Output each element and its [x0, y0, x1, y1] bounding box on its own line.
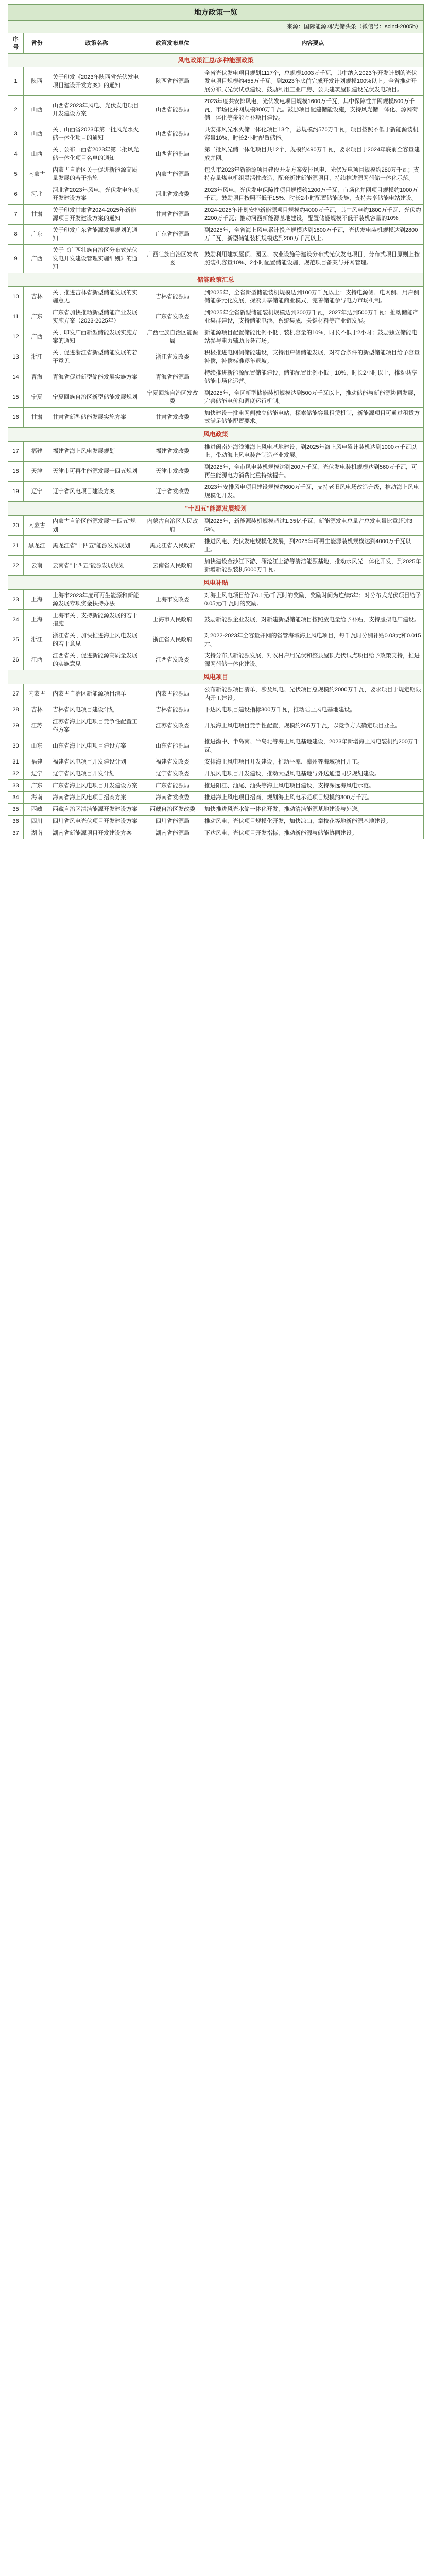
- row-key-points: 推进风电、光伏发电规模化发展，到2025年可再生能源装机规模达到4000万千瓦以上。: [202, 536, 424, 556]
- row-province: 陕西: [24, 67, 50, 96]
- section-header-row: [8, 576, 424, 590]
- row-number: 15: [8, 387, 24, 408]
- row-number: 20: [8, 516, 24, 536]
- section-label: 储能政策汇总: [8, 273, 424, 287]
- row-key-points: 到2025年，全省海上风电累计投产规模达到1800万千瓦，光伏发电装机规模达到2800万千瓦，新型储能装机规模达到200万千瓦以上。: [202, 225, 424, 245]
- row-province: 内蒙古: [24, 516, 50, 536]
- row-province: 甘肃: [24, 408, 50, 428]
- row-key-points: 包头市2023年新能源项目建设开发方案安排风电、光伏发电项目规模约280万千瓦；支持存量煤电机组灵活性改造，配套新建新能源项目，持续推进源网荷储一体化示范。: [202, 164, 424, 184]
- row-department: 山西省能源局: [143, 96, 202, 124]
- row-number: 3: [8, 124, 24, 144]
- section-header-row: [8, 502, 424, 516]
- row-department: 广西壮族自治区能源局: [143, 327, 202, 347]
- row-policy-name: 浙江省关于加快推进海上风电发展的若干意见: [50, 630, 143, 650]
- row-province: 广东: [24, 225, 50, 245]
- row-province: 山东: [24, 736, 50, 756]
- row-key-points: 推进闽南外海浅滩海上风电基地建设，到2025年海上风电累计装机达到1000万千瓦以上，带动海上风电装备制造产业发展。: [202, 442, 424, 462]
- row-policy-name: 关于印发广西新型储能发展实施方案的通知: [50, 327, 143, 347]
- table-row: [8, 387, 424, 408]
- row-province: 天津: [24, 462, 50, 482]
- row-province: 广东: [24, 307, 50, 327]
- row-number: 16: [8, 408, 24, 428]
- row-department: 黑龙江省人民政府: [143, 536, 202, 556]
- row-key-points: 新能源项目配置储能比例不低于装机容量的10%，时长不低于2小时；鼓励独立储能电站参与电力辅助服务市场。: [202, 327, 424, 347]
- row-policy-name: 四川省风电光伏项目开发建设方案: [50, 816, 143, 827]
- row-department: 山西省能源局: [143, 124, 202, 144]
- row-policy-name: 关于印发甘肃省2024-2025年新能源项目开发建设方案的通知: [50, 205, 143, 225]
- row-number: 26: [8, 650, 24, 670]
- section-label: "十四五"能源发展规划: [8, 502, 424, 516]
- header-province: 省份: [24, 33, 50, 54]
- row-province: 江苏: [24, 716, 50, 736]
- row-number: 33: [8, 780, 24, 792]
- row-key-points: 到2025年，全省新型储能装机规模达到100万千瓦以上；支持电源侧、电网侧、用户侧储能多元化发展，探索共享储能商业模式，完善储能参与电力市场机制。: [202, 287, 424, 307]
- row-department: 山西省能源局: [143, 144, 202, 164]
- row-policy-name: 西藏自治区清洁能源开发建设方案: [50, 804, 143, 816]
- row-number: 11: [8, 307, 24, 327]
- table-row: [8, 704, 424, 716]
- row-number: 12: [8, 327, 24, 347]
- row-department: 内蒙古自治区人民政府: [143, 516, 202, 536]
- row-province: 山西: [24, 144, 50, 164]
- row-department: 广东省发改委: [143, 307, 202, 327]
- row-province: 广东: [24, 780, 50, 792]
- table-row: [8, 716, 424, 736]
- page-title: 地方政策一览: [8, 5, 424, 21]
- row-department: 福建省发改委: [143, 756, 202, 768]
- table-row: [8, 184, 424, 205]
- row-province: 辽宁: [24, 768, 50, 780]
- row-province: 河北: [24, 184, 50, 205]
- row-department: 甘肃省发改委: [143, 408, 202, 428]
- row-province: 黑龙江: [24, 536, 50, 556]
- row-number: 31: [8, 756, 24, 768]
- section-header-row: [8, 54, 424, 67]
- row-key-points: 支持分布式新能源发展，对农村户用光伏和整县屋顶光伏试点项目给予政策支持，推进源网荷储一体化建设。: [202, 650, 424, 670]
- row-department: 甘肃省能源局: [143, 205, 202, 225]
- table-row: [8, 768, 424, 780]
- row-policy-name: 江苏省海上风电项目竞争性配置工作方案: [50, 716, 143, 736]
- table-row: [8, 650, 424, 670]
- row-policy-name: 广东省加快推动新型储能产业发展实施方案（2023-2025年）: [50, 307, 143, 327]
- row-policy-name: 内蒙古自治区能源发展"十四五"规划: [50, 516, 143, 536]
- row-number: 32: [8, 768, 24, 780]
- row-policy-name: 河北省2023年风电、光伏发电年度开发建设方案: [50, 184, 143, 205]
- row-number: 2: [8, 96, 24, 124]
- policy-sheet: [8, 4, 423, 839]
- row-policy-name: 青海省促进新型储能发展实施方案: [50, 367, 143, 387]
- header-policy: 政策名称: [50, 33, 143, 54]
- row-department: 天津市发改委: [143, 462, 202, 482]
- row-key-points: 公布新能源项目清单，涉及风电、光伏项目总规模约2000万千瓦，要求项目于规定期限内开工建设。: [202, 684, 424, 704]
- row-province: 云南: [24, 556, 50, 576]
- header-number: 序号: [8, 33, 24, 54]
- row-policy-name: 福建省风电项目开发建设计划: [50, 756, 143, 768]
- table-row: [8, 827, 424, 839]
- row-number: 7: [8, 205, 24, 225]
- row-number: 25: [8, 630, 24, 650]
- row-policy-name: 关于推进吉林省新型储能发展的实施意见: [50, 287, 143, 307]
- row-key-points: 对2022-2023年全容量并网的省管海域海上风电项目，每千瓦时分别补贴0.03元和0.015元。: [202, 630, 424, 650]
- table-row: [8, 327, 424, 347]
- row-key-points: 2023年风电、光伏发电保障性项目规模约1200万千瓦，市场化并网项目规模约1000万千瓦；鼓励项目按照不低于15%、时长2小时配置储能设施，支持共享储能电站建设。: [202, 184, 424, 205]
- row-number: 9: [8, 245, 24, 273]
- row-key-points: 推动风电、光伏项目规模化开发，加快凉山、攀枝花等地新能源基地建设。: [202, 816, 424, 827]
- row-province: 福建: [24, 756, 50, 768]
- row-province: 湖南: [24, 827, 50, 839]
- row-number: 18: [8, 462, 24, 482]
- row-number: 35: [8, 804, 24, 816]
- row-policy-name: 海南省海上风电项目招商方案: [50, 792, 143, 804]
- row-key-points: 下达风电项目建设指标300万千瓦，推动陆上风电基地建设。: [202, 704, 424, 716]
- row-policy-name: 辽宁省风电项目建设方案: [50, 482, 143, 502]
- row-policy-name: 甘肃省新型储能发展实施方案: [50, 408, 143, 428]
- row-policy-name: 云南省"十四五"能源发展规划: [50, 556, 143, 576]
- header-key: 内容要点: [202, 33, 424, 54]
- row-key-points: 推进阳江、汕尾、汕头等海上风电项目建设，支持深远海风电示范。: [202, 780, 424, 792]
- row-department: 福建省发改委: [143, 442, 202, 462]
- row-department: 内蒙古能源局: [143, 164, 202, 184]
- row-policy-name: 内蒙古自治区新能源项目清单: [50, 684, 143, 704]
- table-row: [8, 792, 424, 804]
- table-row: [8, 610, 424, 630]
- row-policy-name: 福建省海上风电发展规划: [50, 442, 143, 462]
- row-department: 广东省能源局: [143, 225, 202, 245]
- table-row: [8, 590, 424, 610]
- row-policy-name: 关于《广西壮族自治区分布式光伏发电开发建设管理实施细则》的通知: [50, 245, 143, 273]
- title-row: [8, 5, 424, 21]
- row-province: 四川: [24, 816, 50, 827]
- row-number: 22: [8, 556, 24, 576]
- row-number: 23: [8, 590, 24, 610]
- section-header-row: [8, 428, 424, 442]
- row-number: 17: [8, 442, 24, 462]
- section-label: 风电政策: [8, 428, 424, 442]
- row-policy-name: 关于公布山西省2023年第二批风光储一体化项目名单的通知: [50, 144, 143, 164]
- table-row: [8, 442, 424, 462]
- table-row: [8, 67, 424, 96]
- row-number: 34: [8, 792, 24, 804]
- row-province: 西藏: [24, 804, 50, 816]
- row-policy-name: 湖南省新能源项目开发建设方案: [50, 827, 143, 839]
- table-row: [8, 536, 424, 556]
- row-number: 24: [8, 610, 24, 630]
- row-department: 辽宁省发改委: [143, 768, 202, 780]
- row-policy-name: 江西省关于促进新能源高质量发展的实施意见: [50, 650, 143, 670]
- header-dept: 政策发布单位: [143, 33, 202, 54]
- row-province: 内蒙古: [24, 684, 50, 704]
- row-policy-name: 内蒙古自治区关于促进新能源高质量发展的若干措施: [50, 164, 143, 184]
- row-key-points: 到2025年全省新型储能装机规模达到300万千瓦，2027年达到500万千瓦；推动储能产业集群建设，支持储能电池、系统集成、关键材料等产业链发展。: [202, 307, 424, 327]
- row-key-points: 持续推进新能源配置储能建设，储能配置比例不低于10%、时长2小时以上，推动共享储能市场化运营。: [202, 367, 424, 387]
- row-key-points: 到2025年，新能源装机规模超过1.35亿千瓦，新能源发电总量占总发电量比重超过35%。: [202, 516, 424, 536]
- row-key-points: 共安排风光水火储一体化项目13个，总规模约570万千瓦，项目按照不低于新能源装机容量10%、时长2小时配置储能。: [202, 124, 424, 144]
- table-row: [8, 736, 424, 756]
- row-key-points: 推进海上风电项目招商，规划海上风电示范项目规模约300万千瓦。: [202, 792, 424, 804]
- row-policy-name: 辽宁省风电项目开发计划: [50, 768, 143, 780]
- row-policy-name: 关于印发《2023年陕西省光伏发电项目建设开发方案》的通知: [50, 67, 143, 96]
- row-key-points: 对海上风电项目给予0.1元/千瓦时的奖励，奖励时间为连续5年；对分布式光伏项目给予0.05元/千瓦时的奖励。: [202, 590, 424, 610]
- table-header: [8, 33, 424, 54]
- row-key-points: 2023年安排风电项目建设规模约600万千瓦，支持老旧风电场改造升级，推动海上风电规模化开发。: [202, 482, 424, 502]
- row-number: 1: [8, 67, 24, 96]
- table-row: [8, 307, 424, 327]
- row-policy-name: 黑龙江省"十四五"能源发展规划: [50, 536, 143, 556]
- row-province: 内蒙古: [24, 164, 50, 184]
- row-key-points: 开展海上风电项目竞争性配置，规模约265万千瓦，以竞争方式确定项目业主。: [202, 716, 424, 736]
- row-number: 6: [8, 184, 24, 205]
- table-row: [8, 96, 424, 124]
- row-province: 山西: [24, 124, 50, 144]
- row-province: 广西: [24, 327, 50, 347]
- table-row: [8, 780, 424, 792]
- row-key-points: 到2025年，全区新型储能装机规模达到500万千瓦以上，推动储能与新能源协同发展，完善储能电价和调度运行机制。: [202, 387, 424, 408]
- row-key-points: 加快推进风光水储一体化开发，推动清洁能源基地建设与外送。: [202, 804, 424, 816]
- row-province: 辽宁: [24, 482, 50, 502]
- row-number: 4: [8, 144, 24, 164]
- row-department: 广西壮族自治区发改委: [143, 245, 202, 273]
- row-key-points: 到2025年，全市风电装机规模达到200万千瓦，光伏发电装机规模达到560万千瓦，可再生能源电力消费比重持续提升。: [202, 462, 424, 482]
- row-province: 海南: [24, 792, 50, 804]
- row-key-points: 2024-2025年计划安排新能源项目规模约4000万千瓦，其中风电约1800万千瓦、光伏约2200万千瓦；推动河西新能源基地建设，配置储能规模不低于装机容量的10%。: [202, 205, 424, 225]
- row-number: 30: [8, 736, 24, 756]
- table-row: [8, 347, 424, 367]
- row-policy-name: 上海市2023年度可再生能源和新能源发展专项资金扶持办法: [50, 590, 143, 610]
- row-department: 江苏省发改委: [143, 716, 202, 736]
- row-province: 广西: [24, 245, 50, 273]
- row-province: 福建: [24, 442, 50, 462]
- table-row: [8, 482, 424, 502]
- row-number: 29: [8, 716, 24, 736]
- row-department: 青海省能源局: [143, 367, 202, 387]
- row-key-points: 安排海上风电项目开发建设，推动平潭、漳州等海域项目开工。: [202, 756, 424, 768]
- row-number: 14: [8, 367, 24, 387]
- row-department: 云南省人民政府: [143, 556, 202, 576]
- row-number: 28: [8, 704, 24, 716]
- row-key-points: 加快建设一批电网侧独立储能电站，探索储能容量租赁机制，新能源项目可通过租赁方式满足储能配置要求。: [202, 408, 424, 428]
- row-department: 宁夏回族自治区发改委: [143, 387, 202, 408]
- table-row: [8, 516, 424, 536]
- section-header-row: [8, 273, 424, 287]
- section-label: 风电补贴: [8, 576, 424, 590]
- table-row: [8, 245, 424, 273]
- row-province: 吉林: [24, 287, 50, 307]
- row-number: 19: [8, 482, 24, 502]
- row-key-points: 加快建设金沙江下游、澜沧江上游等清洁能源基地，推动水风光一体化开发，到2025年新增新能源装机5000万千瓦。: [202, 556, 424, 576]
- row-department: 湖南省能源局: [143, 827, 202, 839]
- row-policy-name: 吉林省风电项目建设计划: [50, 704, 143, 716]
- row-policy-name: 广东省海上风电项目开发建设方案: [50, 780, 143, 792]
- table-row: [8, 287, 424, 307]
- policy-table: [8, 4, 424, 839]
- table-row: [8, 144, 424, 164]
- table-row: [8, 684, 424, 704]
- row-number: 27: [8, 684, 24, 704]
- row-department: 上海市人民政府: [143, 610, 202, 630]
- row-department: 广东省能源局: [143, 780, 202, 792]
- row-department: 吉林省能源局: [143, 704, 202, 716]
- row-number: 37: [8, 827, 24, 839]
- row-policy-name: 关于山西省2023年第一批风光水火储一体化项目的通知: [50, 124, 143, 144]
- row-province: 浙江: [24, 630, 50, 650]
- row-department: 辽宁省发改委: [143, 482, 202, 502]
- row-key-points: 积极推进电网侧储能建设，支持用户侧储能发展，对符合条件的新型储能项目给予容量补偿，补偿标准逐年退坡。: [202, 347, 424, 367]
- table-row: [8, 225, 424, 245]
- table-row: [8, 164, 424, 184]
- table-row: [8, 124, 424, 144]
- section-header-row: [8, 670, 424, 684]
- row-department: 上海市发改委: [143, 590, 202, 610]
- row-department: 江西省发改委: [143, 650, 202, 670]
- row-department: 海南省发改委: [143, 792, 202, 804]
- row-department: 西藏自治区发改委: [143, 804, 202, 816]
- row-number: 8: [8, 225, 24, 245]
- table-row: [8, 367, 424, 387]
- table-row: [8, 462, 424, 482]
- row-policy-name: 天津市可再生能源发展十四五规划: [50, 462, 143, 482]
- table-row: [8, 630, 424, 650]
- row-policy-name: 宁夏回族自治区新型储能发展规划: [50, 387, 143, 408]
- row-department: 浙江省人民政府: [143, 630, 202, 650]
- row-province: 宁夏: [24, 387, 50, 408]
- row-key-points: 第二批风光储一体化项目共12个，规模约490万千瓦，要求项目于2024年底前全容量建成并网。: [202, 144, 424, 164]
- row-number: 10: [8, 287, 24, 307]
- row-key-points: 下达风电、光伏项目开发指标，推动新能源与储能协同建设。: [202, 827, 424, 839]
- row-policy-name: 山东省海上风电项目建设方案: [50, 736, 143, 756]
- row-province: 青海: [24, 367, 50, 387]
- row-department: 内蒙古能源局: [143, 684, 202, 704]
- row-key-points: 鼓励新能源企业发展，对新建新型储能项目按照放电量给予补贴，支持虚拟电厂建设。: [202, 610, 424, 630]
- row-province: 浙江: [24, 347, 50, 367]
- row-department: 浙江省发改委: [143, 347, 202, 367]
- row-key-points: 全省光伏发电项目规划1117个，总规模1003万千瓦，其中纳入2023年开发计划的光伏发电项目规模约455万千瓦。到2023年底前完成开发计划规模100%以上。全省推动开展分布式光伏试点建设，鼓励利用工业厂房、公共建筑屋顶建设光伏发电项目。: [202, 67, 424, 96]
- row-department: 河北省发改委: [143, 184, 202, 205]
- row-province: 上海: [24, 590, 50, 610]
- table-row: [8, 756, 424, 768]
- section-label: 风电政策汇总/多种能源政策: [8, 54, 424, 67]
- row-province: 上海: [24, 610, 50, 630]
- table-row: [8, 205, 424, 225]
- row-policy-name: 上海市关于支持新能源发展的若干措施: [50, 610, 143, 630]
- row-department: 四川省能源局: [143, 816, 202, 827]
- row-number: 5: [8, 164, 24, 184]
- row-province: 甘肃: [24, 205, 50, 225]
- row-province: 江西: [24, 650, 50, 670]
- row-department: 山东省能源局: [143, 736, 202, 756]
- table-row: [8, 556, 424, 576]
- table-row: [8, 408, 424, 428]
- row-province: 山西: [24, 96, 50, 124]
- row-policy-name: 关于促进浙江省新型储能发展的若干意见: [50, 347, 143, 367]
- row-number: 13: [8, 347, 24, 367]
- source-row: [8, 21, 424, 33]
- row-key-points: 开展风电项目开发建设，推动大型风电基地与外送通道同步规划建设。: [202, 768, 424, 780]
- section-label: 风电项目: [8, 670, 424, 684]
- row-number: 21: [8, 536, 24, 556]
- source-note: 来源：国际能源网/光储头条（微信号：sclnd-2005b）: [8, 21, 424, 33]
- row-department: 吉林省能源局: [143, 287, 202, 307]
- table-row: [8, 816, 424, 827]
- row-department: 陕西省能源局: [143, 67, 202, 96]
- row-key-points: 2023年度共安排风电、光伏发电项目规模1600万千瓦，其中保障性并网规模800万千瓦，市场化并网规模800万千瓦。鼓励项目配建储能设施，支持风光储一体化、源网荷储一体化等多能互补项目建设。: [202, 96, 424, 124]
- row-province: 吉林: [24, 704, 50, 716]
- row-key-points: 鼓励利用建筑屋顶、园区、农业设施等建设分布式光伏发电项目，分布式项目原则上按照装机容量10%、2小时配置储能设施，规范项目备案与并网管理。: [202, 245, 424, 273]
- row-policy-name: 关于印发广东省能源发展规划的通知: [50, 225, 143, 245]
- row-key-points: 推进渤中、半岛南、半岛北等海上风电基地建设，2023年新增海上风电装机约200万千瓦。: [202, 736, 424, 756]
- table-row: [8, 804, 424, 816]
- row-policy-name: 山西省2023年风电、光伏发电项目开发建设方案: [50, 96, 143, 124]
- row-number: 36: [8, 816, 24, 827]
